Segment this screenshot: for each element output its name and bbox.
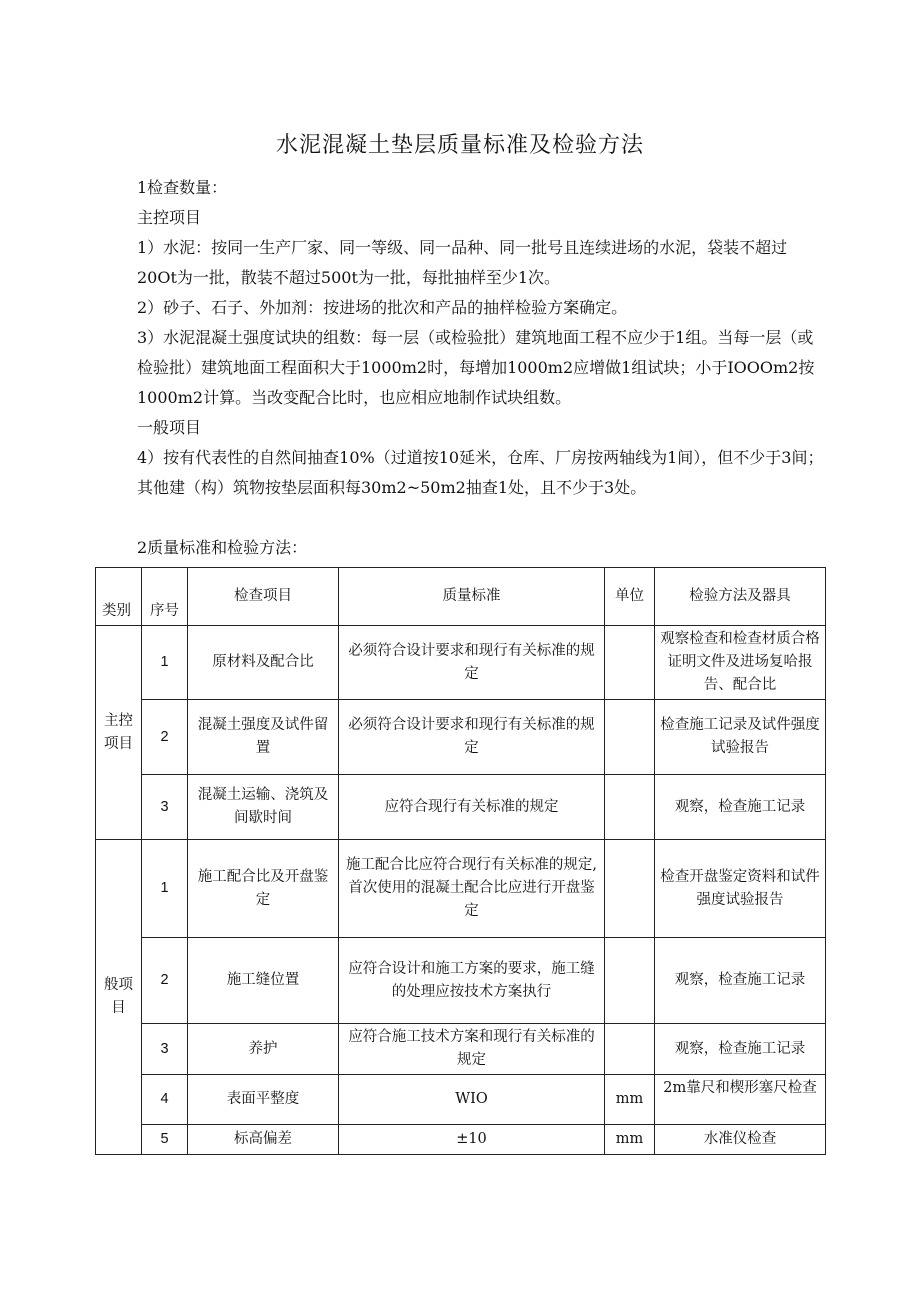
header-seq: 序号 [142, 568, 188, 626]
paragraph-sampling: 4）按有代表性的自然间抽查10%（过道按10延米，仓库、厂房按两轴线为1间），但不少于3间；其他建（构）筑物按垫层面积每30m2~50m2抽查1处，且不少于3处。 [137, 448, 824, 497]
row-item: 混凝土强度及试件留置 [188, 700, 339, 775]
row-seq: 5 [142, 1125, 188, 1155]
category-main: 主控项目 [96, 626, 142, 840]
paragraph-quality-standard: 2质量标准和检验方法： [137, 538, 308, 557]
row-unit [605, 1024, 655, 1075]
row-seq: 1 [142, 626, 188, 700]
row-method: 检查施工记录及试件强度试验报告 [655, 700, 826, 775]
paragraph-main-items: 主控项目 [137, 208, 202, 227]
row-standard: 应符合施工技术方案和现行有关标准的规定 [339, 1024, 605, 1075]
table-row [96, 1125, 826, 1155]
row-method: 水准仪检查 [655, 1125, 826, 1155]
header-method: 检验方法及器具 [655, 568, 826, 626]
row-method: 检查开盘鉴定资料和试件强度试验报告 [655, 840, 826, 938]
row-unit [605, 626, 655, 700]
paragraph-check-quantity: 1检查数量： [137, 178, 228, 197]
row-item: 施工配合比及开盘鉴定 [188, 840, 339, 938]
header-standard: 质量标准 [339, 568, 605, 626]
row-standard: 应符合现行有关标准的规定 [339, 775, 605, 840]
row-standard: 施工配合比应符合现行有关标准的规定,首次使用的混凝土配合比应进行开盘鉴定 [339, 840, 605, 938]
row-seq: 1 [142, 840, 188, 938]
table-row [96, 775, 826, 840]
row-seq: 2 [142, 700, 188, 775]
row-method: 观察检查和检查材质合格证明文件及进场复哈报告、配合比 [655, 626, 826, 700]
paragraph-cement: 1）水泥：按同一生产厂家、同一等级、同一品种、同一批号且连续进场的水泥，袋装不超过20Ot为一批，散装不超过500t为一批，每批抽样至少1次。 [137, 238, 788, 287]
header-unit: 单位 [605, 568, 655, 626]
header-category: 类别 [96, 568, 142, 626]
row-seq: 3 [142, 775, 188, 840]
paragraph-test-blocks: 3）水泥混凝土强度试块的组数：每一层（或检验批）建筑地面工程不应少于1组。当每一层（或检验批）建筑地面工程面积大于1000m2时，每增加1000m2应增做1组试块；小于IOOOm2按1000m2计算。当改变配合比时，也应相应地制作试块组数。 [137, 328, 815, 407]
row-method: 观察，检查施工记录 [655, 775, 826, 840]
row-seq: 4 [142, 1075, 188, 1125]
row-unit: mm [605, 1125, 655, 1155]
row-item: 施工缝位置 [188, 938, 339, 1024]
row-item: 表面平整度 [188, 1075, 339, 1125]
row-seq: 3 [142, 1024, 188, 1075]
table-row [96, 1075, 826, 1125]
row-standard: 必须符合设计要求和现行有关标准的规定 [339, 626, 605, 700]
table-row [96, 626, 826, 700]
table-row [96, 700, 826, 775]
row-unit: mm [605, 1075, 655, 1125]
row-unit [605, 938, 655, 1024]
row-method: 观察，检查施工记录 [655, 1024, 826, 1075]
row-unit [605, 700, 655, 775]
row-standard: 必须符合设计要求和现行有关标准的规定 [339, 700, 605, 775]
row-standard: 应符合设计和施工方案的要求，施工缝的处理应按技术方案执行 [339, 938, 605, 1024]
row-item: 养护 [188, 1024, 339, 1075]
table-header-row [96, 568, 826, 626]
row-item: 原材料及配合比 [188, 626, 339, 700]
table-row [96, 840, 826, 938]
row-item: 混凝土运输、浇筑及间歇时间 [188, 775, 339, 840]
category-general: 般项目 [96, 840, 142, 1155]
row-method: 2m靠尺和楔形塞尺检查 [655, 1075, 826, 1125]
page-title: 水泥混凝土垫层质量标准及检验方法 [275, 133, 644, 158]
row-standard: WIO [339, 1075, 605, 1125]
row-standard: ±10 [339, 1125, 605, 1155]
row-seq: 2 [142, 938, 188, 1024]
row-method: 观察，检查施工记录 [655, 938, 826, 1024]
paragraph-general-items: 一般项目 [137, 418, 202, 437]
row-unit [605, 840, 655, 938]
header-item: 检查项目 [188, 568, 339, 626]
row-item: 标高偏差 [188, 1125, 339, 1155]
quality-standard-table [95, 567, 826, 1155]
row-unit [605, 775, 655, 840]
table-row [96, 938, 826, 1024]
paragraph-aggregates: 2）砂子、石子、外加剂：按进场的批次和产品的抽样检验方案确定。 [137, 298, 628, 317]
table-row [96, 1024, 826, 1075]
